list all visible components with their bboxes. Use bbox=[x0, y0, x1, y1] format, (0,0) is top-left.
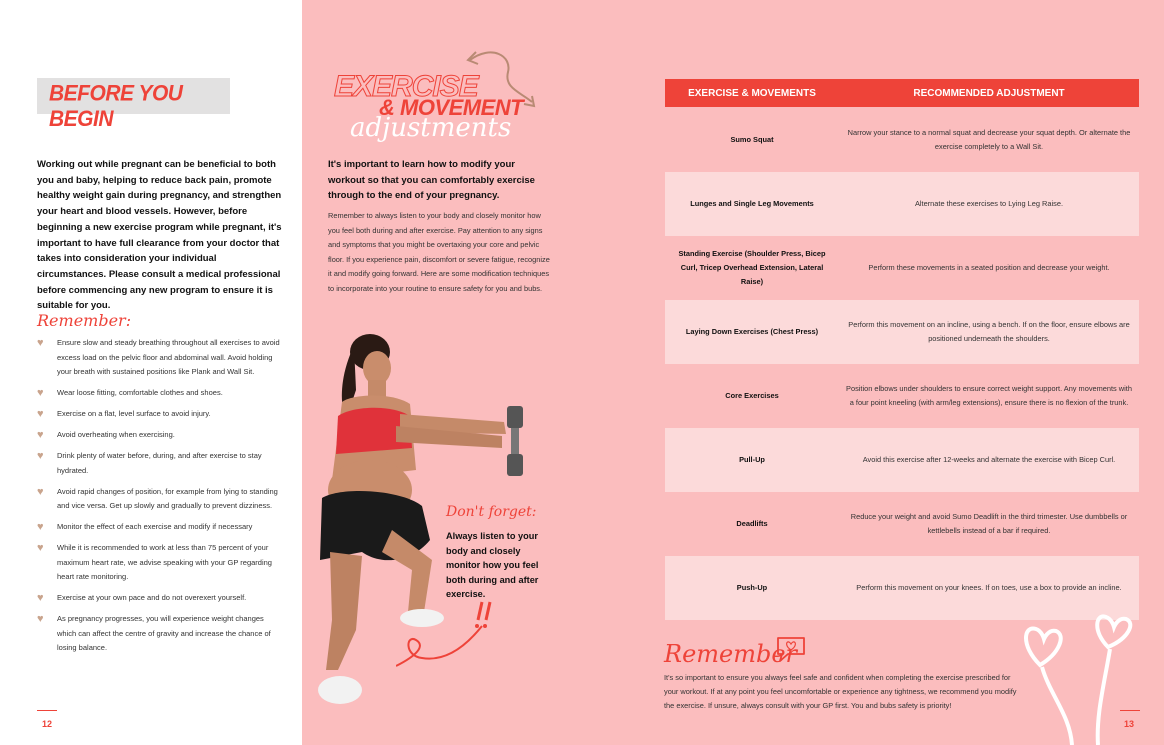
adjustment-cell: Reduce your weight and avoid Sumo Deadlift in the third trimester. Use dumbbells or kettlebells instead of a bar if required. bbox=[850, 512, 1128, 535]
dont-forget-text: Always listen to your body and closely monitor how you feel both during and after exercise. bbox=[446, 531, 539, 599]
exercise-cell: Sumo Squat bbox=[730, 135, 774, 144]
page-title-box bbox=[37, 78, 230, 132]
exercise-cell: Standing Exercise (Shoulder Press, Bicep Curl, Tricep Overhead Extension, Lateral Raise) bbox=[678, 249, 826, 286]
exercise-cell: Pull-Up bbox=[739, 455, 765, 464]
exercise-cell: Laying Down Exercises (Chest Press) bbox=[685, 327, 819, 336]
heart-bullet-icon: ♥ bbox=[37, 592, 44, 604]
table-row bbox=[665, 428, 1139, 492]
speech-heart-icon bbox=[774, 634, 808, 664]
list-item: ♥ Avoid overheating when exercising. bbox=[37, 429, 175, 441]
adjustment-cell: Alternate these exercises to Lying Leg Raise. bbox=[914, 199, 1064, 208]
adjustment-cell: Position elbows under shoulders to ensure correct weight support. Any movements with a four point kneeling (with arm/leg extensions), ensure there is no flexion of the trunk. bbox=[846, 384, 1132, 407]
middle-body-text: Remember to always listen to your body and closely monitor how you feel both during and after exercise. Pay attention to any signs and symptoms that you might be overtaxing your core and pelvic floor. If you experience pain, discomfort or severe fatigue, recognize it and modify going forward. Here are some modification techniques to incorporate into your routine to ensure safety for you and bubs. bbox=[328, 211, 550, 293]
page-title: BEFORE YOU BEGIN bbox=[49, 81, 183, 132]
column-header-adjustment: RECOMMENDED ADJUSTMENT bbox=[913, 88, 1065, 99]
remember-heading: Remember: bbox=[37, 311, 132, 330]
heart-bullet-icon: ♥ bbox=[37, 613, 44, 625]
table-row bbox=[665, 236, 1139, 300]
page-number: 13 bbox=[1124, 719, 1135, 729]
heart-bullet-icon: ♥ bbox=[37, 408, 44, 420]
table-row bbox=[665, 300, 1139, 364]
intro-paragraph: Working out while pregnant can be beneficial to both you and baby, helping to reduce back pain, promote healthy weight gain during pregnancy, and strengthen your heart and blood vessels. However, before beginning a new exercise program while pregnant, it's important to have full clearance from your doctor that takes into consideration your individual circumstances. Please consult a medical professional before commencing any new program to ensure it is suitable for you. bbox=[37, 159, 282, 312]
table-row bbox=[665, 172, 1139, 236]
page-number: 12 bbox=[42, 719, 53, 729]
remember-footer-heading: Remember bbox=[664, 640, 798, 668]
heart-bullet-icon: ♥ bbox=[37, 485, 44, 498]
adjustment-cell: Perform this movement on your knees. If on toes, use a box to provide an incline. bbox=[856, 583, 1122, 592]
exercise-cell: Deadlifts bbox=[736, 519, 768, 528]
table-header bbox=[665, 79, 1139, 107]
list-item: ♥ Avoid rapid changes of position, for example from lying to standing and vice versa. Get up slowly and gradually to prevent dizziness. bbox=[37, 485, 278, 510]
list-item: ♥ Wear loose fitting, comfortable clothes and shoes. bbox=[37, 387, 223, 399]
column-header-exercise: EXERCISE & MOVEMENTS bbox=[688, 88, 816, 99]
heart-bullet-icon: ♥ bbox=[37, 337, 44, 349]
adjustment-cell: Perform this movement on an incline, using a bench. If on the floor, ensure elbows are positioned underneath the shoulders. bbox=[848, 320, 1130, 343]
heart-bullet-icon: ♥ bbox=[37, 521, 44, 533]
adjustment-cell: Avoid this exercise after 12-weeks and alternate the exercise with Bicep Curl. bbox=[862, 455, 1116, 464]
exclamation-icon bbox=[396, 596, 506, 676]
heading-line-adjustments: adjustments bbox=[350, 113, 512, 143]
exercise-cell: Lunges and Single Leg Movements bbox=[690, 199, 814, 208]
list-item: ♥ While it is recommended to work at less than 75 percent of your maximum heart rate, we advise speaking with your GP regarding heart rate monitoring. bbox=[37, 542, 272, 581]
list-item: ♥ As pregnancy progresses, you will experience weight changes which can affect the centre of gravity and increase the chance of losing balance. bbox=[37, 613, 271, 652]
heart-bullet-icon: ♥ bbox=[37, 450, 44, 462]
list-item: ♥ Exercise on a flat, level surface to avoid injury. bbox=[37, 408, 211, 420]
heart-bullet-icon: ♥ bbox=[37, 542, 44, 554]
adjustment-cell: Narrow your stance to a normal squat and decrease your squat depth. Or alternate the exercise completely to a Wall Sit. bbox=[847, 128, 1131, 151]
list-item: ♥ Ensure slow and steady breathing throughout all exercises to avoid excess load on the pelvic floor and abdominal wall. Avoid holding your breath with sustained positions like Plank and Wall Sit. bbox=[37, 337, 280, 376]
page-number-rule bbox=[37, 710, 57, 711]
list-item: ♥ Exercise at your own pace and do not overexert yourself. bbox=[37, 592, 247, 604]
table-row bbox=[665, 364, 1139, 428]
middle-lead-text: It's important to learn how to modify your workout so that you can comfortably exercise through to the end of your pregnancy. bbox=[328, 159, 535, 202]
page-number-rule bbox=[1120, 710, 1140, 711]
table-row bbox=[665, 492, 1139, 556]
remember-footer-text: It's so important to ensure you always feel safe and confident when completing the exercise prescribed for your workout. If at any point you feel uncomfortable or experience any tightness, we recommend you modify the exercise. If unsure, always consult with your GP first. You and bubs safety is priority! bbox=[664, 673, 1017, 711]
list-item: ♥ Monitor the effect of each exercise and modify if necessary bbox=[37, 521, 253, 533]
heart-bullet-icon: ♥ bbox=[37, 429, 44, 441]
heart-bullet-icon: ♥ bbox=[37, 387, 44, 399]
adjustment-cell: Perform these movements in a seated position and decrease your weight. bbox=[868, 263, 1110, 272]
tips-list bbox=[37, 336, 285, 662]
left-page bbox=[0, 0, 302, 745]
table-row bbox=[665, 108, 1139, 172]
heading-line-movement: & MOVEMENT bbox=[379, 95, 524, 120]
list-item: ♥ Drink plenty of water before, during, and after exercise to stay hydrated. bbox=[37, 450, 262, 475]
exercise-cell: Push-Up bbox=[736, 583, 768, 592]
dont-forget-heading: Don't forget: bbox=[446, 504, 537, 520]
arrow-decoration-icon bbox=[462, 48, 546, 114]
heading-line-exercise: EXERCISE bbox=[334, 70, 478, 103]
exercise-cell: Core Exercises bbox=[725, 391, 779, 400]
